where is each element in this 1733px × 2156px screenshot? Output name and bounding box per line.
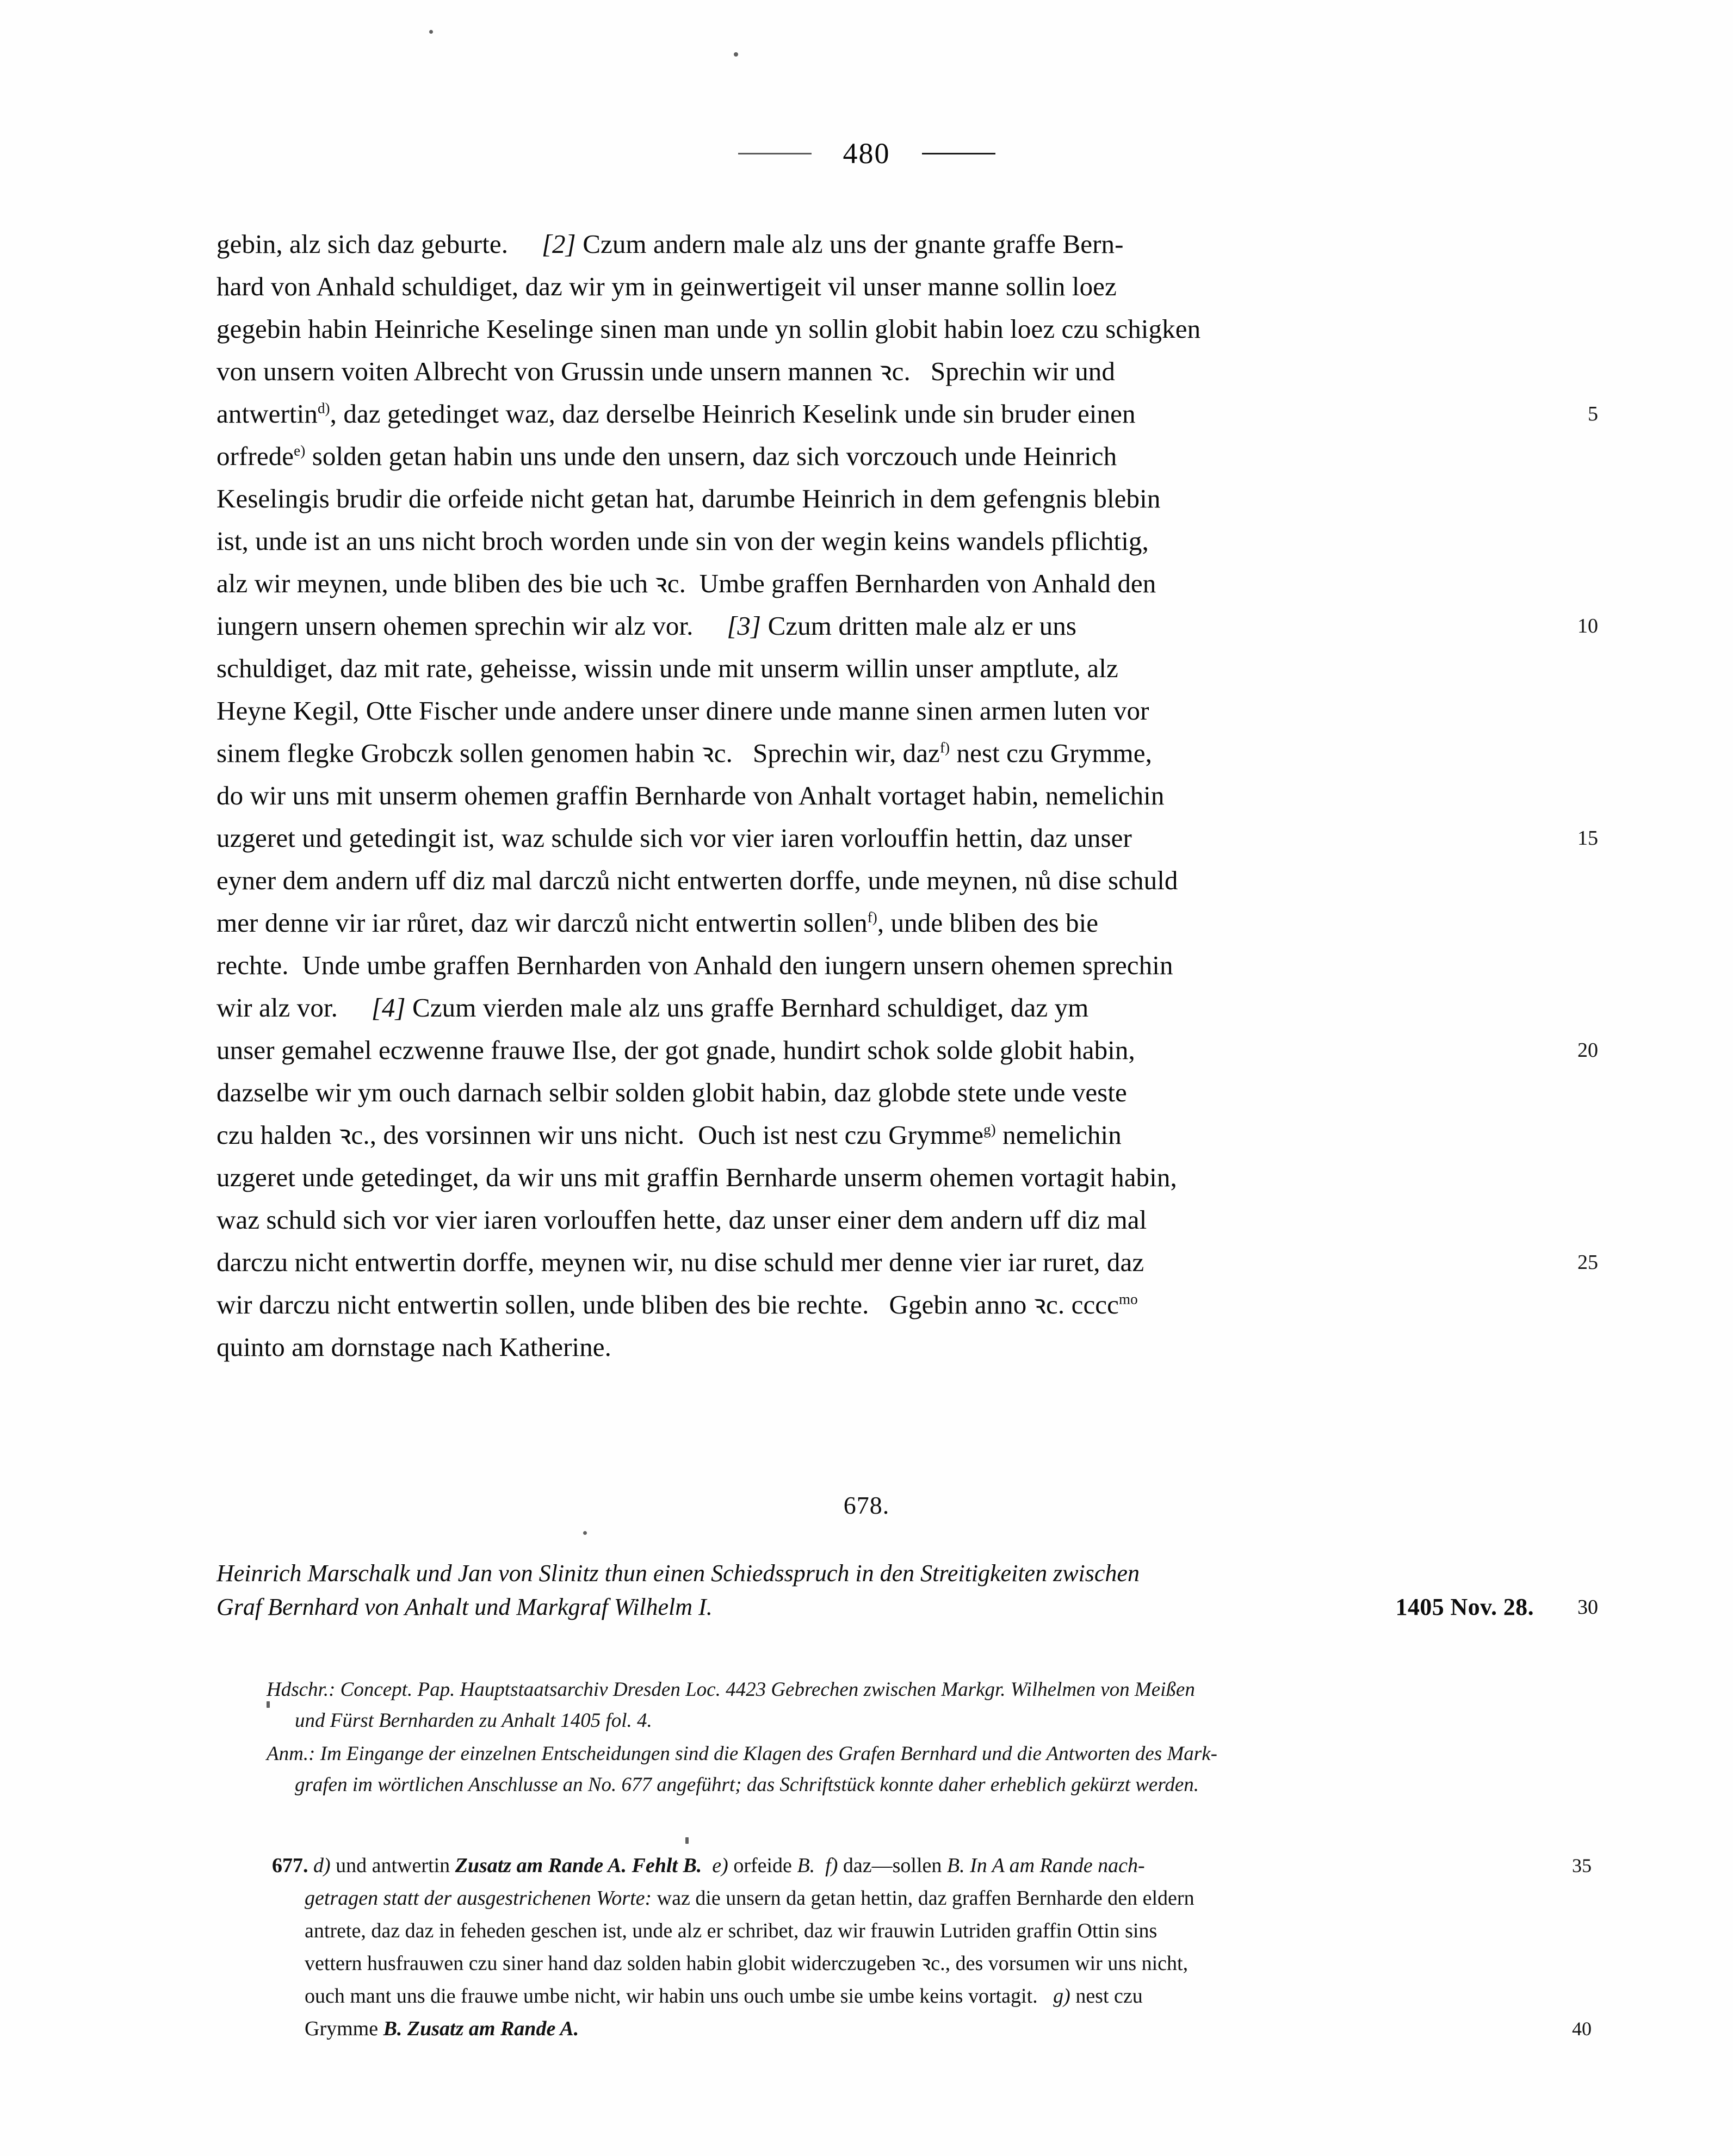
document-body <box>216 223 1598 1368</box>
line-text: uzgeret und getedingit ist, waz schulde sich vor vier iaren vorlouffin hettin, daz unser <box>216 823 1132 853</box>
apparatus-segment: d) <box>313 1854 331 1877</box>
text-line <box>216 732 1534 775</box>
text-line <box>216 478 1534 520</box>
running-head <box>0 139 1733 168</box>
text-line <box>216 605 1598 647</box>
apparatus-line <box>272 1980 1539 2012</box>
line-text-cont: , unde bliben des bie <box>877 908 1099 938</box>
margin-line-number: 25 <box>1577 1251 1598 1274</box>
line-text-cont: , daz getedinget waz, daz derselbe Heinrich Keselink unde sin bruder einen <box>330 399 1136 429</box>
source-note-line: grafen im wörtlichen Anschlusse an No. 677 angeführt; das Schriftstück konnte daher erheblich gekürzt werden. <box>295 1774 1199 1796</box>
scan-speck <box>429 30 433 34</box>
text-line <box>216 1029 1598 1071</box>
line-text-cont: nemelichin <box>995 1120 1122 1150</box>
apparatus-segment: g) <box>1053 1985 1070 2008</box>
line-text: darczu nicht entwertin dorffe, meynen wir, nu dise schuld mer denne vier iar ruret, daz <box>216 1247 1144 1277</box>
scan-speck <box>583 1531 587 1535</box>
line-text: von unsern voiten Albrecht von Grussin unde unsern mannen ꝛc. Sprechin wir und <box>216 356 1116 386</box>
text-line <box>216 902 1534 944</box>
line-text-cont: solden getan habin uns unde den unsern, daz sich vorczouch unde Heinrich <box>305 441 1117 471</box>
apparatus-segment: getragen statt der ausgestrichenen Worte: <box>305 1887 652 1910</box>
text-line <box>216 647 1534 690</box>
line-text: alz wir meynen, unde bliben des bie uch ꝛc. Umbe graffen Bernharden von Anhald den <box>216 568 1156 598</box>
apparatus-segment: Grymme <box>305 2017 383 2040</box>
apparatus-line <box>272 1947 1539 1980</box>
line-text: mer denne vir iar růret, daz wir darczů nicht entwertin sollen <box>216 908 868 938</box>
text-line <box>216 435 1534 478</box>
apparatus-line <box>272 1915 1539 1947</box>
footnote-marker: g) <box>983 1121 996 1138</box>
text-line <box>216 987 1534 1029</box>
text-line <box>216 690 1534 732</box>
line-text: gegebin habin Heinriche Keselinge sinen man unde yn sollin globit habin loez czu schigken <box>216 314 1201 344</box>
apparatus-segment: nest czu <box>1070 1985 1143 2008</box>
text-line <box>216 1071 1534 1114</box>
line-text: antwertin <box>216 399 318 429</box>
margin-line-number: 35 <box>1572 1855 1592 1876</box>
text-line <box>216 859 1534 902</box>
apparatus-segment: orfeide <box>728 1854 797 1877</box>
apparatus-line <box>272 1849 1592 1882</box>
footnote-marker: d) <box>317 400 330 417</box>
text-line <box>216 393 1598 435</box>
source-note-block <box>267 1674 1539 1800</box>
line-text: iungern unsern ohemen sprechin wir alz vor. <box>216 611 727 641</box>
line-text: Heyne Kegil, Otte Fischer unde andere unser dinere unde manne sinen armen luten vor <box>216 696 1149 726</box>
margin-line-number: 15 <box>1577 827 1598 850</box>
apparatus-segment: und antwertin <box>330 1854 455 1877</box>
line-text: ist, unde ist an uns nicht broch worden unde sin von der wegin keins wandels pflichtig, <box>216 526 1149 556</box>
text-line <box>216 1199 1534 1241</box>
source-note-line: und Fürst Bernharden zu Anhalt 1405 fol. 4. <box>295 1709 652 1732</box>
regest-line <box>216 1557 1534 1590</box>
apparatus-segment <box>702 1854 712 1877</box>
page-number: 480 <box>843 137 890 170</box>
text-line <box>216 223 1534 265</box>
line-text-cont: Czum vierden male alz uns graffe Bernhard schuldiget, daz ym <box>405 993 1089 1023</box>
line-text: orfrede <box>216 441 294 471</box>
text-line <box>216 944 1534 987</box>
line-text-cont: nest czu Grymme, <box>950 738 1152 768</box>
rule-right <box>922 153 995 154</box>
scan-speck <box>734 52 738 57</box>
line-text: rechte. Unde umbe graffen Bernharden von Anhald den iungern unsern ohemen sprechin <box>216 950 1173 980</box>
apparatus-segment: e) <box>712 1854 728 1877</box>
scan-speck <box>685 1837 689 1844</box>
text-line <box>216 265 1534 308</box>
apparatus-segment: waz die unsern da getan hettin, daz graffen Bernharde den eldern <box>652 1887 1194 1910</box>
line-text: gebin, alz sich daz geburte. <box>216 229 542 259</box>
text-line <box>216 562 1534 605</box>
margin-line-number: 40 <box>1572 2018 1592 2040</box>
source-note-line: Hdschr.: Concept. Pap. Hauptstaatsarchiv Dresden Loc. 4423 Gebrechen zwischen Markgr. Wilhelmen von Meißen <box>267 1678 1195 1701</box>
line-text: uzgeret unde getedinget, da wir uns mit graffin Bernharde unserm ohemen vortagit habin, <box>216 1162 1177 1192</box>
line-text: eyner dem andern uff diz mal darczů nicht entwerten dorffe, unde meynen, nů dise schuld <box>216 865 1178 895</box>
margin-line-number: 10 <box>1577 615 1598 637</box>
apparatus-segment: daz—sollen <box>838 1854 947 1877</box>
section-marker: [2] <box>541 229 576 259</box>
line-text: schuldiget, daz mit rate, geheisse, wissin unde mit unserm willin unser amptlute, alz <box>216 653 1118 683</box>
regest-line <box>216 1590 1598 1624</box>
regest-text: Graf Bernhard von Anhalt und Markgraf Wilhelm I. <box>216 1594 713 1620</box>
line-text: wir alz vor. <box>216 993 372 1023</box>
line-text: do wir uns mit unserm ohemen graffin Bernharde von Anhalt vortaget habin, nemelichin <box>216 780 1165 810</box>
text-line <box>216 1114 1534 1156</box>
line-text: quinto am dornstage nach Katherine. <box>216 1332 612 1362</box>
line-text: unser gemahel eczwenne frauwe Ilse, der got gnade, hundirt schok solde globit habin, <box>216 1035 1135 1065</box>
line-text-cont: Czum andern male alz uns der gnante graffe Bern- <box>575 229 1124 259</box>
apparatus-segment: ouch mant uns die frauwe umbe nicht, wir habin uns ouch umbe sie umbe keins vortagit. <box>305 1985 1054 2008</box>
text-line <box>216 1156 1534 1199</box>
footnote-marker: f) <box>939 739 950 756</box>
regest-block <box>216 1557 1598 1624</box>
line-text: czu halden ꝛc., des vorsinnen wir uns nicht. Ouch ist nest czu Grymme <box>216 1120 984 1150</box>
line-text: waz schuld sich vor vier iaren vorlouffen hette, daz unser einer dem andern uff diz mal <box>216 1205 1147 1235</box>
text-line <box>216 308 1534 350</box>
apparatus-segment: antrete, daz daz in feheden geschen ist, unde alz er schribet, daz wir frauwin Lutriden graffin Ottin sins <box>305 1919 1158 1942</box>
line-text-cont: Czum dritten male alz er uns <box>761 611 1077 641</box>
text-line <box>216 817 1598 859</box>
rule-left <box>738 153 812 154</box>
apparatus-segment: Zusatz am Rande A. Fehlt B. <box>455 1854 702 1877</box>
text-line <box>216 520 1534 562</box>
footnote-marker: f) <box>867 909 877 926</box>
line-text: Keselingis brudir die orfeide nicht getan hat, darumbe Heinrich in dem gefengnis blebin <box>216 484 1161 513</box>
apparatus-segment: B. Zusatz am Rande A. <box>383 2017 579 2040</box>
line-text: wir darczu nicht entwertin sollen, unde bliben des bie rechte. Ggebin anno ꝛc. cccc <box>216 1290 1119 1319</box>
superscript-abbrev: mo <box>1119 1291 1138 1308</box>
line-text: hard von Anhald schuldiget, daz wir ym in geinwertigeit vil unser manne sollin loez <box>216 271 1117 301</box>
source-note-line: Anm.: Im Eingange der einzelnen Entscheidungen sind die Klagen des Grafen Bernhard und die Antworten des Mark- <box>267 1743 1217 1765</box>
apparatus-segment <box>815 1854 825 1877</box>
apparatus-segment: 677. <box>272 1854 313 1877</box>
text-line <box>216 775 1534 817</box>
text-line <box>216 1241 1598 1284</box>
regest-text: Heinrich Marschalk und Jan von Slinitz thun einen Schiedsspruch in den Streitigkeiten zwischen <box>216 1560 1140 1587</box>
footnote-marker: e) <box>294 442 306 459</box>
margin-line-number: 30 <box>1577 1596 1598 1619</box>
apparatus-line <box>272 1882 1539 1915</box>
text-line <box>216 350 1534 393</box>
apparatus-segment: B. In A am Rande nach- <box>946 1854 1145 1877</box>
apparatus-segment: f) <box>825 1854 838 1877</box>
margin-line-number: 20 <box>1577 1039 1598 1062</box>
margin-line-number: 5 <box>1588 402 1598 425</box>
apparatus-segment: vettern husfrauwen czu siner hand daz solden habin globit widerczugeben ꝛc., des vorsumen wir uns nicht, <box>305 1952 1189 1975</box>
apparatus-block <box>272 1849 1592 2045</box>
apparatus-line <box>272 2012 1592 2045</box>
section-number: 678. <box>843 1491 890 1519</box>
line-text: dazselbe wir ym ouch darnach selbir solden globit habin, daz globde stete unde veste <box>216 1077 1127 1107</box>
text-line <box>216 1284 1534 1326</box>
line-text: sinem flegke Grobczk sollen genomen habin ꝛc. Sprechin wir, daz <box>216 738 940 768</box>
section-marker: [3] <box>727 611 762 641</box>
apparatus-segment: B. <box>797 1854 815 1877</box>
text-line <box>216 1326 1534 1368</box>
section-marker: [4] <box>371 993 406 1023</box>
document-date: 1405 Nov. 28. <box>1395 1594 1534 1620</box>
